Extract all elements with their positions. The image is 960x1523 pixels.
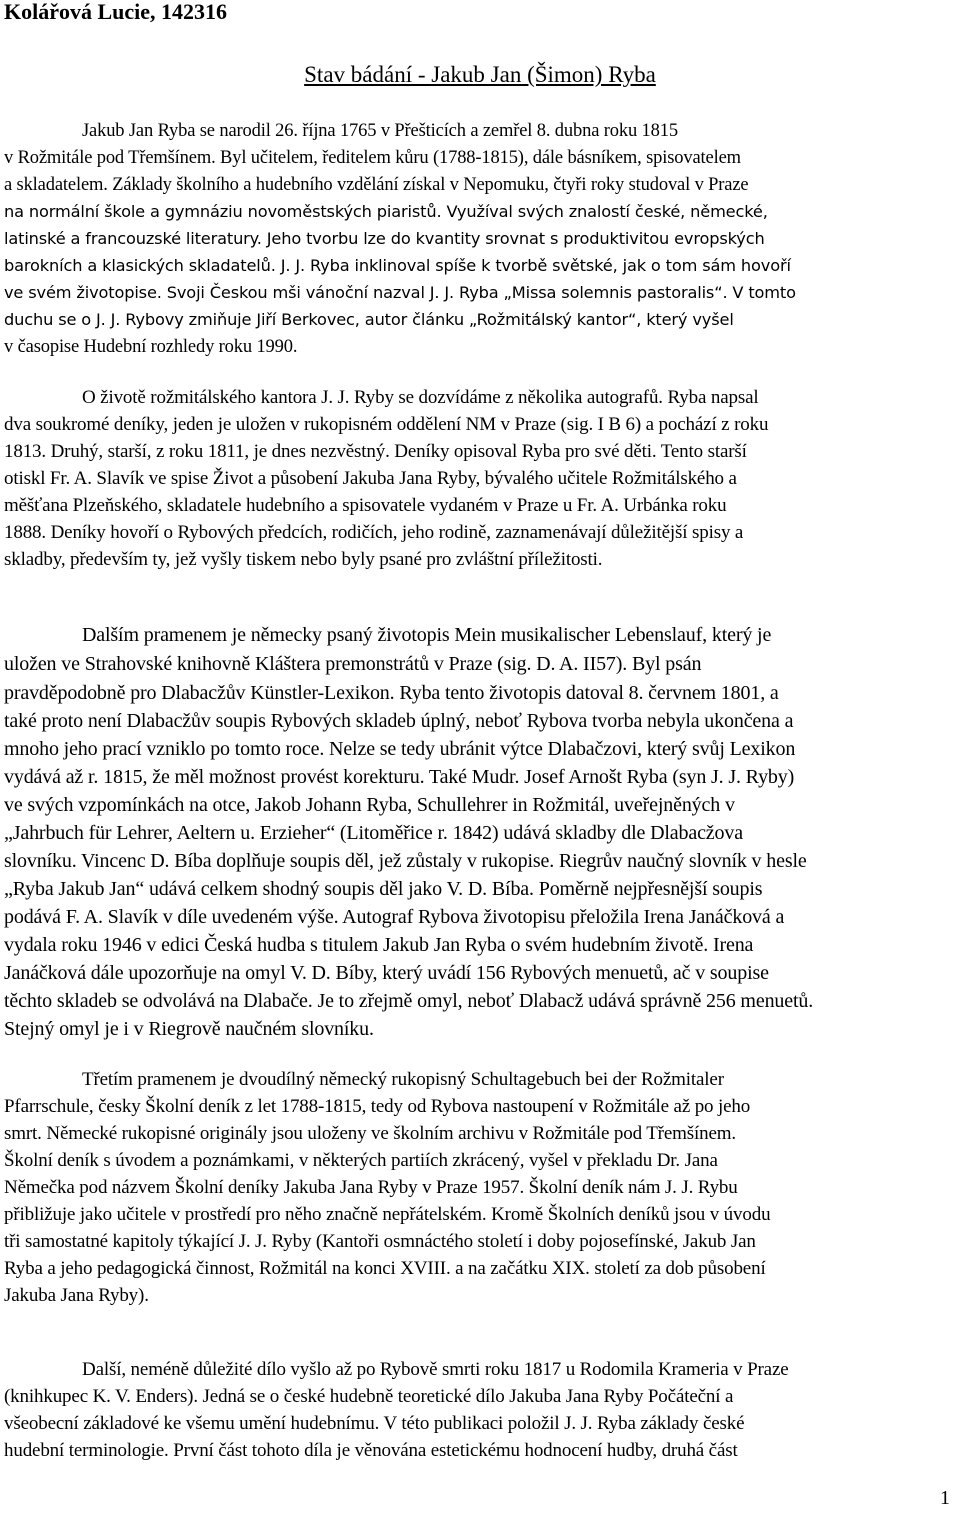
- text-line: duchu se o J. J. Rybovy zmiňuje Jiří Berkovec, autor článku „Rožmitálský kantor“, který vyšel: [4, 310, 734, 329]
- text-line: na normální škole a gymnáziu novoměstských piaristů. Využíval svých znalostí české, německé,: [4, 202, 768, 221]
- text-line: „Ryba Jakub Jan“ udává celkem shodný soupis děl jako V. D. Bíba. Poměrně nejpřesnější soupis: [4, 878, 763, 900]
- author-header: Kolářová Lucie, 142316: [4, 0, 228, 24]
- text-line: hudební terminologie. První část tohoto díla je věnována estetickému hodnocení hudby, druhá část: [4, 1440, 738, 1461]
- text-line: O životě rožmitálského kantora J. J. Ryby se dozvídáme z několika autografů. Ryba napsal: [82, 387, 759, 408]
- text-line: Třetím pramenem je dvoudílný německý rukopisný Schultagebuch bei der Rožmitaler: [82, 1069, 724, 1090]
- text-line: Školní deník s úvodem a poznámkami, v některých partiích zkrácený, vyšel v překladu Dr. Jana: [4, 1150, 718, 1171]
- text-line: Jakuba Jana Ryby).: [4, 1285, 149, 1306]
- text-line: smrt. Německé rukopisné originály jsou uloženy ve školním archivu v Rožmitále pod Třemšínem.: [4, 1123, 736, 1144]
- text-line: podává F. A. Slavík v díle uvedeném výše. Autograf Rybova životopisu přeložila Irena Janáčková a: [4, 906, 785, 928]
- text-line: Další, neméně důležité dílo vyšlo až po Rybově smrti roku 1817 u Rodomila Krameria v Praze: [82, 1359, 789, 1380]
- text-line: 1813. Druhý, starší, z roku 1811, je dnes nezvěstný. Deníky opisoval Ryba pro své děti. Tento starší: [4, 441, 747, 462]
- text-line: skladby, především ty, jež vyšly tiskem nebo byly psané pro zvláštní příležitosti.: [4, 549, 603, 570]
- text-line: Dalším pramenem je německy psaný životopis Mein musikalischer Lebenslauf, který je: [82, 624, 772, 646]
- text-line: všeobecní základové ke všemu umění hudebnímu. V této publikaci položil J. J. Ryba základy české: [4, 1413, 745, 1434]
- text-line: 1888. Deníky hovoří o Rybových předcích, rodičích, jeho rodině, zaznamenávají důležitější spisy a: [4, 522, 744, 543]
- text-line: Jakub Jan Ryba se narodil 26. října 1765 v Přešticích a zemřel 8. dubna roku 1815: [82, 121, 678, 141]
- text-line: ve svém životopise. Svoji Českou mši vánoční nazval J. J. Ryba „Missa solemnis pastoralis“. V tomto: [4, 283, 796, 302]
- text-line: latinské a francouzské literatury. Jeho tvorbu lze do kvantity srovnat s produktivitou evropských: [4, 229, 765, 248]
- text-line: Pfarrschule, česky Školní deník z let 1788-1815, tedy od Rybova nastoupení v Rožmitále až po jeho: [4, 1096, 751, 1117]
- text-line: uložen ve Strahovské knihovně Kláštera premonstrátů v Praze (sig. D. A. II57). Byl psán: [4, 653, 702, 675]
- text-line: v Rožmitále pod Třemšínem. Byl učitelem, ředitelem kůru (1788-1815), dále básníkem, spisovatelem: [4, 148, 741, 168]
- text-line: otiskl Fr. A. Slavík ve spise Život a působení Jakuba Jana Ryby, bývalého učitele Rožmitálského a: [4, 468, 737, 489]
- text-line: měšťana Plzeňského, skladatele hudebního a spisovatele vydaném v Praze u Fr. A. Urbánka roku: [4, 495, 727, 516]
- text-line: (knihkupec K. V. Enders). Jedná se o české hudebně teoretické dílo Jakuba Jana Ryby Počáteční a: [4, 1386, 734, 1407]
- text-line: „Jahrbuch für Lehrer, Aeltern u. Erzieher“ (Litoměřice r. 1842) udává skladby dle Dlabacžova: [4, 822, 743, 844]
- text-line: Němečka pod názvem Školní deníky Jakuba Jana Ryby v Praze 1957. Školní deník nám J. J. Rybu: [4, 1177, 738, 1198]
- text-line: slovníku. Vincenc D. Bíba doplňuje soupis děl, jež zůstaly v rukopise. Riegrův naučný slovník v hesle: [4, 850, 807, 872]
- text-line: přibližuje jako učitele v prostředí pro něho značně nepřátelském. Kromě Školních deníků jsou v úvodu: [4, 1204, 771, 1225]
- text-line: barokních a klasických skladatelů. J. J. Ryba inklinoval spíše k tvorbě světské, jak o tom sám hovoří: [4, 256, 791, 275]
- text-line: Stejný omyl je i v Riegrově naučném slovníku.: [4, 1018, 374, 1040]
- text-line: těchto skladeb se odvolává na Dlabače. Je to zřejmě omyl, neboť Dlabacž udává správně 256 menuetů.: [4, 990, 814, 1012]
- text-line: ve svých vzpomínkách na otce, Jakob Johann Ryba, Schullehrer in Rožmitál, uveřejněných v: [4, 794, 735, 816]
- text-line: vydává až r. 1815, že měl možnost provést korekturu. Také Mudr. Josef Arnošt Ryba (syn J. J. Ryby): [4, 766, 795, 788]
- text-line: také proto není Dlabacžův soupis Rybových skladeb úplný, neboť Rybova tvorba nebyla ukončena a: [4, 710, 794, 732]
- text-line: vydala roku 1946 v edici Česká hudba s titulem Jakub Jan Ryba o svém hudebním životě. Irena: [4, 934, 754, 956]
- text-line: pravděpodobně pro Dlabacžův Künstler-Lexikon. Ryba tento životopis datoval 8. červnem 1801, a: [4, 682, 779, 704]
- page-number: 1: [940, 1487, 950, 1509]
- document-title: Stav bádání - Jakub Jan (Šimon) Ryba: [304, 62, 656, 87]
- text-line: Janáčková dále upozorňuje na omyl V. D. Bíby, který uvádí 156 Rybových menuetů, ač v soupise: [4, 962, 769, 984]
- text-line: v časopise Hudební rozhledy roku 1990.: [4, 337, 298, 357]
- text-line: dva soukromé deníky, jeden je uložen v rukopisném oddělení NM v Praze (sig. I B 6) a pochází z roku: [4, 414, 769, 435]
- text-line: mnoho jeho prací vzniklo po tomto roce. Nelze se tedy ubránit výtce Dlabačzovi, který svůj Lexikon: [4, 738, 796, 760]
- text-line: tři samostatné kapitoly týkající J. J. Ryby (Kantoři osmnáctého století i doby pojosefínské, Jakub Jan: [4, 1231, 756, 1252]
- text-line: a skladatelem. Základy školního a hudebního vzdělání získal v Nepomuku, čtyři roky studoval v Praze: [4, 175, 749, 195]
- text-line: Ryba a jeho pedagogická činnost, Rožmitál na konci XVIII. a na začátku XIX. století za dob působení: [4, 1258, 766, 1279]
